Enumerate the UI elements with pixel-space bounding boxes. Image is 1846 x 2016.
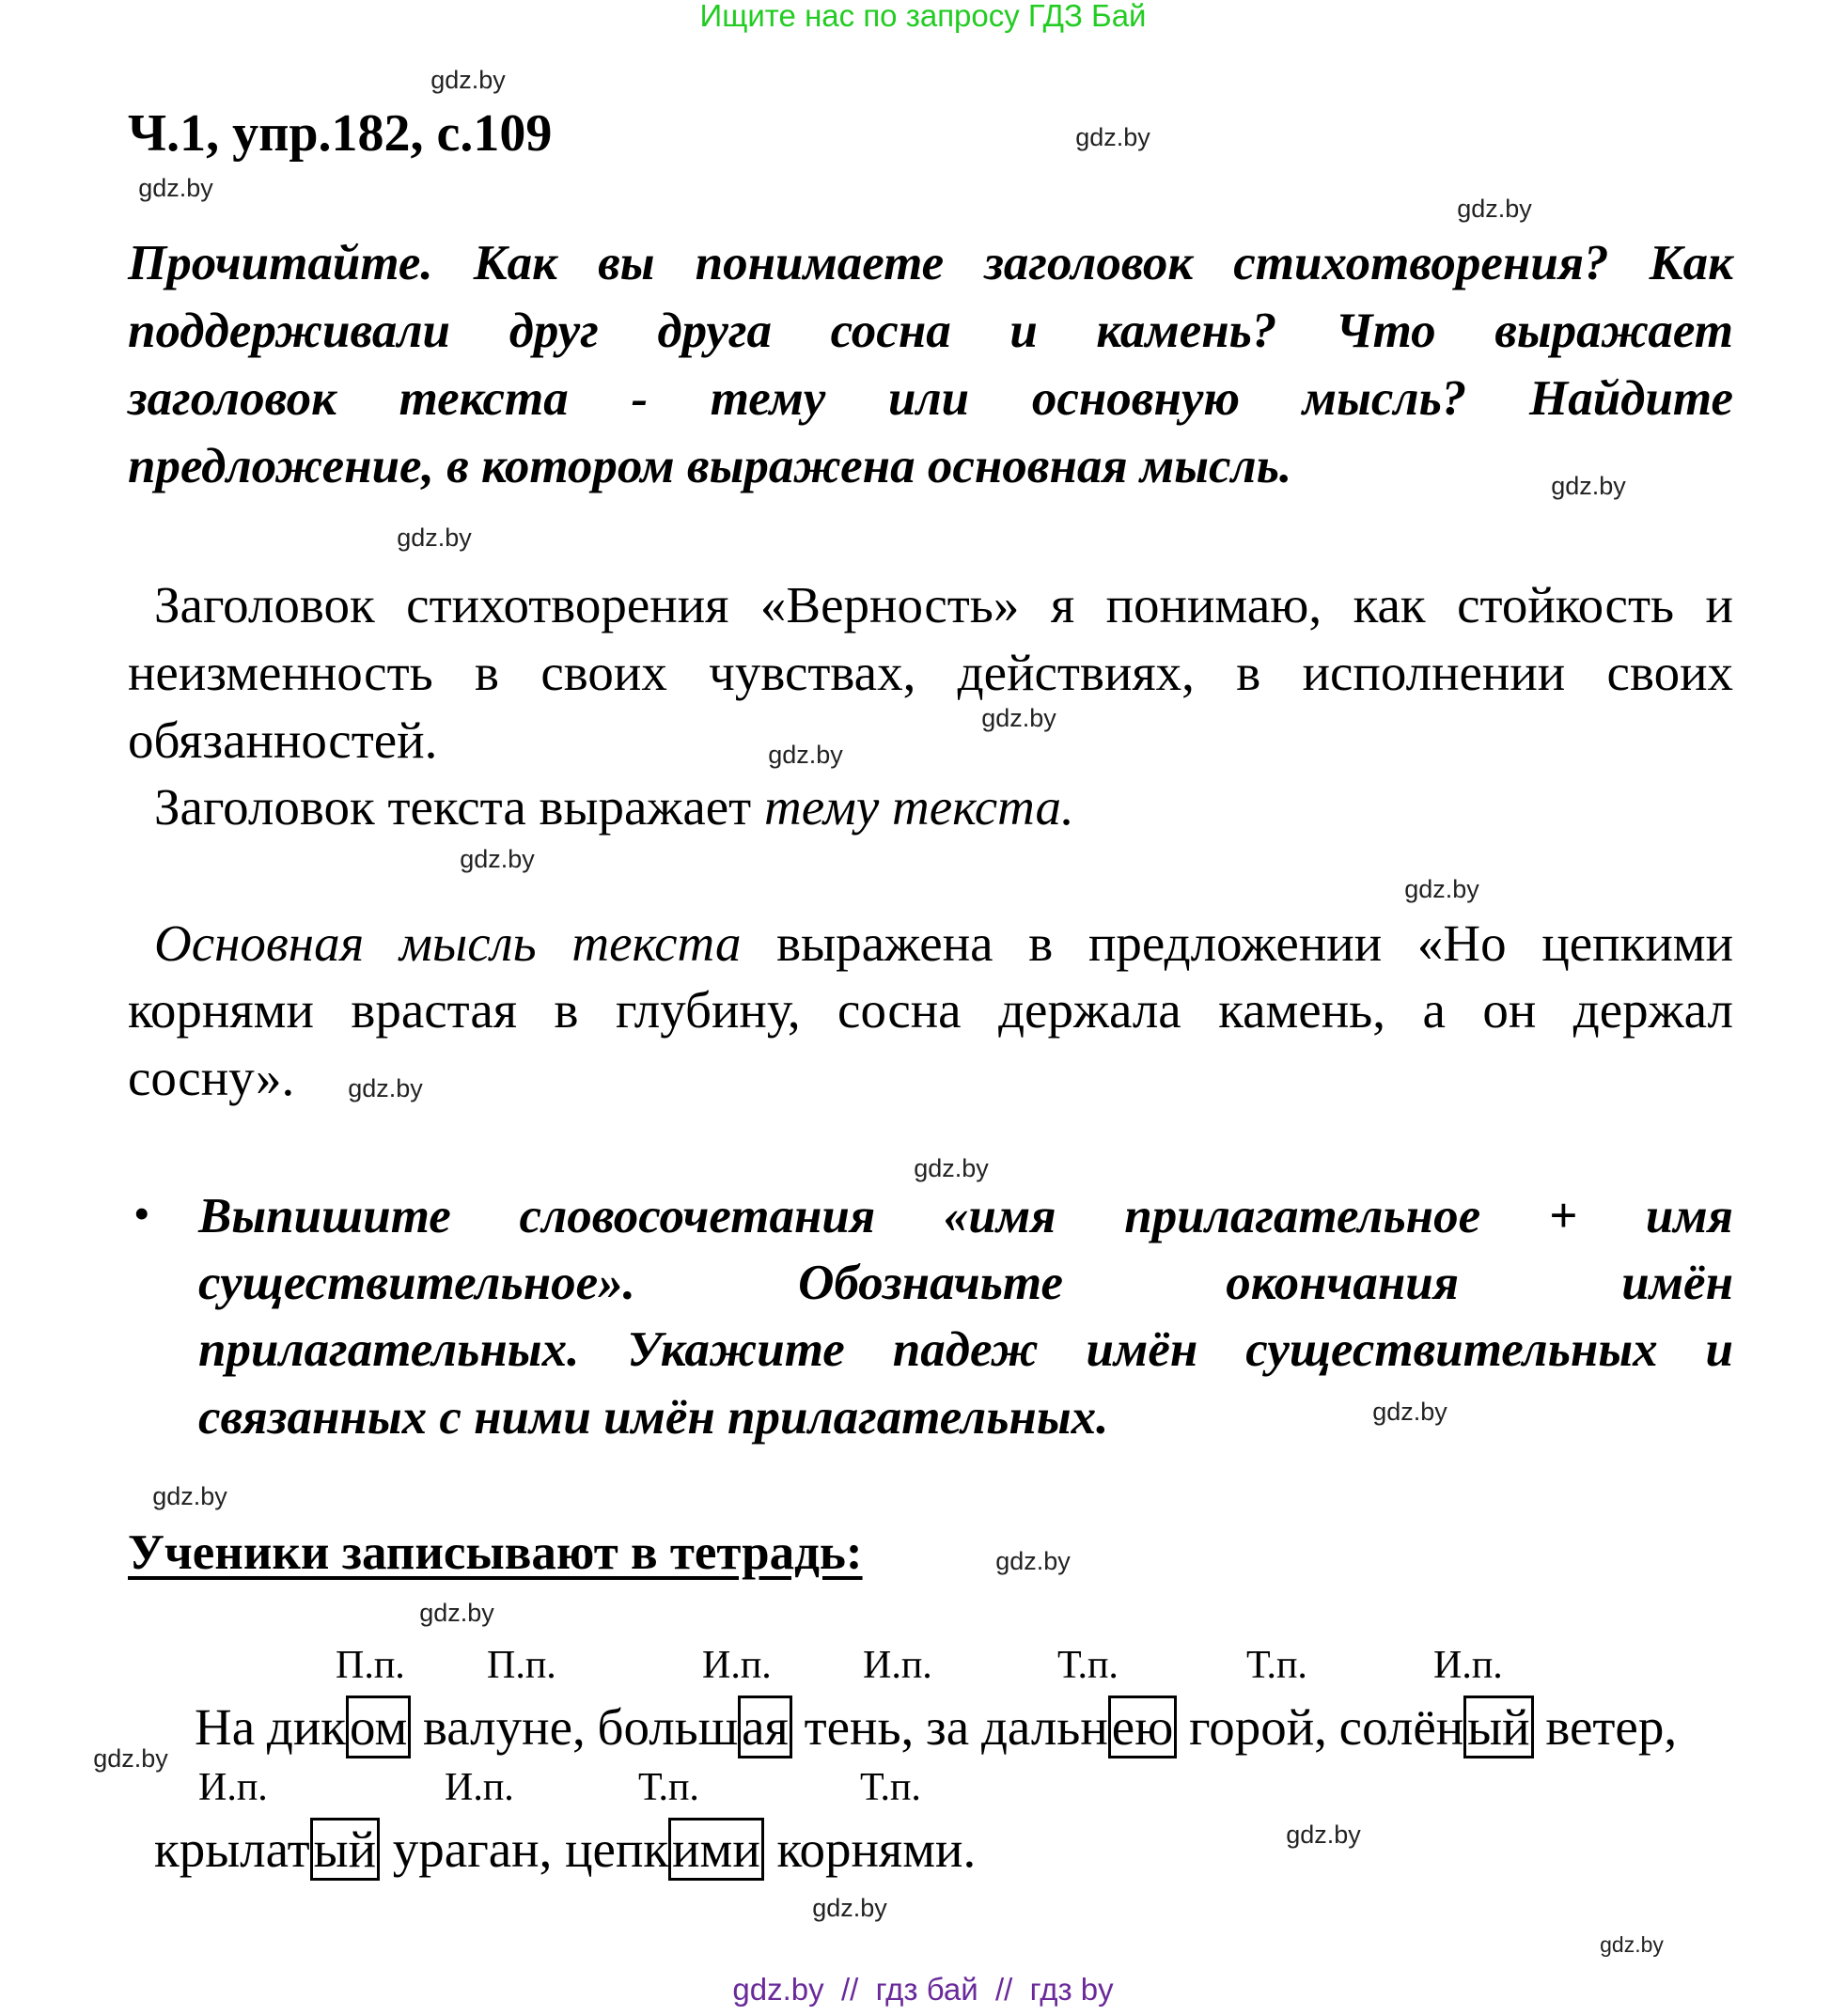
answer-line: неизменность в своих чувствах, действиях, в исполнении своих: [128, 644, 1733, 701]
main-thought-line: сосну».: [128, 1049, 295, 1106]
word-part: На дик: [195, 1698, 347, 1756]
watermark: gdz.by: [768, 741, 843, 769]
main-thought-normal: выражена в предложении «Но цепкими: [741, 914, 1733, 972]
word-part: горой, солён: [1177, 1698, 1464, 1756]
watermark: gdz.by: [419, 1599, 494, 1627]
bullet-line: существительное». Обозначьте окончания имён: [198, 1256, 1733, 1310]
watermark: gdz.by: [460, 845, 535, 873]
theme-italic: тему текста.: [763, 778, 1074, 836]
answer-line: обязанностей.: [128, 711, 438, 769]
case-label: Т.п.: [1057, 1644, 1119, 1687]
watermark: gdz.by: [1457, 195, 1532, 223]
watermark: gdz.by: [981, 704, 1056, 732]
theme-line: [154, 777, 1760, 836]
ending-box: ом: [346, 1696, 411, 1758]
bullet-icon: •: [133, 1187, 150, 1240]
ending-box: ый: [310, 1818, 380, 1881]
bullet-line: прилагательных. Укажите падеж имён существительных и: [198, 1322, 1733, 1377]
case-label: П.п.: [336, 1644, 405, 1687]
task-line: заголовок текста - тему или основную мысль? Найдите: [128, 371, 1733, 426]
case-label: Т.п.: [1246, 1644, 1307, 1687]
main-thought-line: [154, 914, 1733, 973]
watermark: gdz.by: [138, 174, 213, 202]
case-label: Т.п.: [860, 1766, 921, 1809]
watermark: gdz.by: [812, 1894, 887, 1922]
watermark: gdz.by: [995, 1547, 1071, 1575]
watermark: gdz.by: [914, 1154, 989, 1182]
main-thought-line: корнями врастая в глубину, сосна держала камень, а он держал: [128, 981, 1733, 1039]
search-banner: Ищите нас по запросу ГДЗ Бай: [699, 0, 1147, 33]
watermark: gdz.by: [430, 66, 506, 94]
theme-normal: Заголовок текста выражает: [154, 778, 764, 836]
phrase-line-1: [195, 1697, 1677, 1757]
case-label: П.п.: [487, 1644, 556, 1687]
ending-box: ая: [738, 1696, 792, 1758]
watermark: gdz.by: [1075, 123, 1150, 151]
bullet-line: Выпишите словосочетания «имя прилагательное + имя: [198, 1189, 1733, 1243]
word-part: корнями.: [763, 1821, 977, 1878]
case-label: И.п.: [863, 1644, 932, 1687]
word-part: валуне, больш: [411, 1698, 739, 1756]
case-label: И.п.: [198, 1766, 268, 1809]
watermark: gdz.by: [1286, 1821, 1361, 1849]
notebook-heading: Ученики записывают в тетрадь:: [128, 1525, 863, 1580]
watermark: gdz.by: [1551, 472, 1626, 500]
ending-box: ый: [1463, 1696, 1533, 1758]
word-part: ураган, цепк: [380, 1821, 669, 1878]
bullet-line: связанных с ними имён прилагательных.: [198, 1390, 1109, 1445]
ending-box: ими: [668, 1818, 764, 1881]
watermark: gdz.by: [1372, 1398, 1447, 1426]
case-label: И.п.: [445, 1766, 514, 1809]
watermark: gdz.by: [1404, 875, 1479, 903]
watermark: gdz.by: [93, 1744, 168, 1773]
word-part: ветер,: [1533, 1698, 1678, 1756]
footer-links: gdz.by // гдз бай // гдз by: [732, 1972, 1114, 2007]
main-thought-italic: Основная мысль текста: [154, 914, 742, 972]
task-line: Прочитайте. Как вы понимаете заголовок стихотворения? Как: [128, 236, 1733, 290]
ending-box: ею: [1108, 1696, 1178, 1758]
watermark: gdz.by: [152, 1482, 227, 1510]
task-line: предложение, в котором выражена основная мысль.: [128, 439, 1292, 493]
watermark: gdz.by: [348, 1074, 423, 1102]
watermark: gdz.by: [397, 524, 472, 552]
task-line: поддерживали друг друга сосна и камень? Что выражает: [128, 304, 1733, 358]
word-part: тень, за дальн: [791, 1698, 1108, 1756]
watermark: gdz.by: [1600, 1932, 1664, 1957]
phrase-line-2: [154, 1820, 976, 1879]
case-label: И.п.: [1433, 1644, 1503, 1687]
page-title: Ч.1, упр.182, с.109: [128, 104, 553, 163]
word-part: крылат: [154, 1821, 310, 1878]
case-label: И.п.: [702, 1644, 772, 1687]
case-label: Т.п.: [638, 1766, 699, 1809]
answer-line: Заголовок стихотворения «Верность» я понимаю, как стойкость и: [154, 576, 1733, 633]
